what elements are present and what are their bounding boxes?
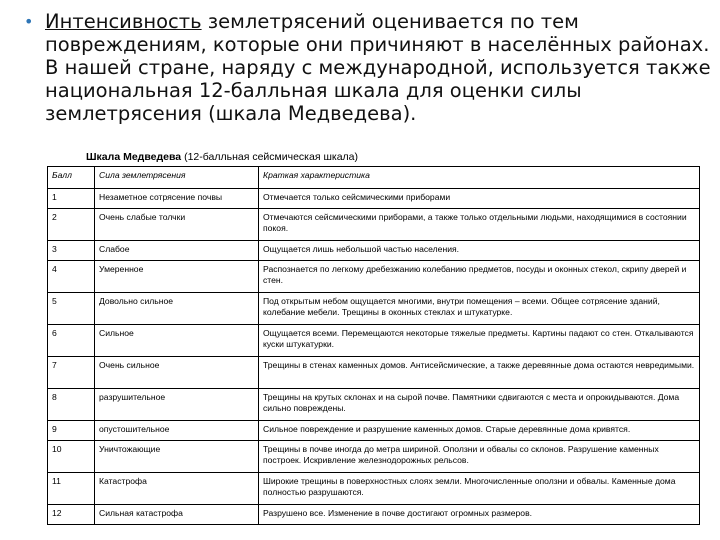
table-row bbox=[48, 389, 700, 421]
bullet-icon: • bbox=[24, 12, 34, 31]
cell-score: 4 bbox=[48, 261, 95, 293]
cell-description: Трещины в почве иногда до метра шириной. Оползни и обвалы со склонов. Разрушение каменных построек. Искривление железнодорожных рельсов. bbox=[259, 441, 700, 473]
cell-strength: разрушительное bbox=[95, 389, 259, 421]
cell-score: 8 bbox=[48, 389, 95, 421]
cell-description: Распознается по легкому дребезжанию колебанию предметов, посуды и оконных стекол, скрипу дверей и стен. bbox=[259, 261, 700, 293]
table-row bbox=[48, 189, 700, 209]
cell-strength: Незаметное сотрясение почвы bbox=[95, 189, 259, 209]
cell-score: 6 bbox=[48, 325, 95, 357]
cell-strength: Сильное bbox=[95, 325, 259, 357]
table-row bbox=[48, 441, 700, 473]
cell-description: Ощущается лишь небольшой частью населения. bbox=[259, 241, 700, 261]
table-row bbox=[48, 261, 700, 293]
cell-score: 12 bbox=[48, 505, 95, 525]
table-row bbox=[48, 209, 700, 241]
cell-description: Трещины на крутых склонах и на сырой почве. Памятники сдвигаются с места и опрокидываются. Дома сильно повреждены. bbox=[259, 389, 700, 421]
table-row bbox=[48, 293, 700, 325]
cell-score: 9 bbox=[48, 421, 95, 441]
header-score: Балл bbox=[48, 167, 95, 189]
intensity-link[interactable]: Интенсивность bbox=[45, 10, 202, 33]
cell-score: 11 bbox=[48, 473, 95, 505]
table-row bbox=[48, 325, 700, 357]
header-description: Краткая характеристика bbox=[259, 167, 700, 189]
cell-strength: Очень слабые толчки bbox=[95, 209, 259, 241]
cell-strength: Умеренное bbox=[95, 261, 259, 293]
cell-description: Трещины в стенах каменных домов. Антисейсмические, а также деревянные дома остаются невредимыми. bbox=[259, 357, 700, 389]
cell-description: Разрушено все. Изменение в почве достигают огромных размеров. bbox=[259, 505, 700, 525]
cell-description: Широкие трещины в поверхностных слоях земли. Многочисленные оползни и обвалы. Каменные дома полностью разрушаются. bbox=[259, 473, 700, 505]
intro-paragraph bbox=[24, 10, 714, 125]
caption-subtitle: (12-балльная сейсмическая шкала) bbox=[181, 151, 358, 163]
cell-score: 1 bbox=[48, 189, 95, 209]
cell-strength: Очень сильное bbox=[95, 357, 259, 389]
table-row bbox=[48, 505, 700, 525]
cell-strength: опустошительное bbox=[95, 421, 259, 441]
table-header-row bbox=[48, 167, 700, 189]
cell-strength: Довольно сильное bbox=[95, 293, 259, 325]
caption-title: Шкала Медведева bbox=[86, 151, 182, 163]
cell-description: Ощущается всеми. Перемещаются некоторые тяжелые предметы. Картины падают со стен. Откалываются куски штукатурки. bbox=[259, 325, 700, 357]
cell-strength: Катастрофа bbox=[95, 473, 259, 505]
cell-score: 5 bbox=[48, 293, 95, 325]
cell-strength: Слабое bbox=[95, 241, 259, 261]
table-caption bbox=[86, 151, 358, 163]
cell-score: 10 bbox=[48, 441, 95, 473]
cell-description: Сильное повреждение и разрушение каменных домов. Старые деревянные дома кривятся. bbox=[259, 421, 700, 441]
table-row bbox=[48, 241, 700, 261]
cell-description: Под открытым небом ощущается многими, внутри помещения – всеми. Общее сотрясение зданий, колебание мебели. Трещины в оконных стеклах и штукатурке. bbox=[259, 293, 700, 325]
medvedev-scale-table bbox=[47, 166, 700, 525]
cell-score: 7 bbox=[48, 357, 95, 389]
cell-score: 3 bbox=[48, 241, 95, 261]
cell-description: Отмечаются сейсмическими приборами, а также только отдельными людьми, находящимися в состоянии покоя. bbox=[259, 209, 700, 241]
cell-strength: Сильная катастрофа bbox=[95, 505, 259, 525]
intro-body: землетрясений оценивается по тем повреждениям, которые они причиняют в населённых районах. В нашей стране, наряду с международной, используется также национальная 12-балльная шкала для оценки силы землетрясения (шкала Медведева). bbox=[45, 10, 711, 125]
cell-description: Отмечается только сейсмическими приборами bbox=[259, 189, 700, 209]
table-row bbox=[48, 357, 700, 389]
intro-text bbox=[45, 10, 714, 125]
table-row bbox=[48, 473, 700, 505]
cell-strength: Уничтожающие bbox=[95, 441, 259, 473]
header-strength: Сила землетрясения bbox=[95, 167, 259, 189]
table-row bbox=[48, 421, 700, 441]
cell-score: 2 bbox=[48, 209, 95, 241]
